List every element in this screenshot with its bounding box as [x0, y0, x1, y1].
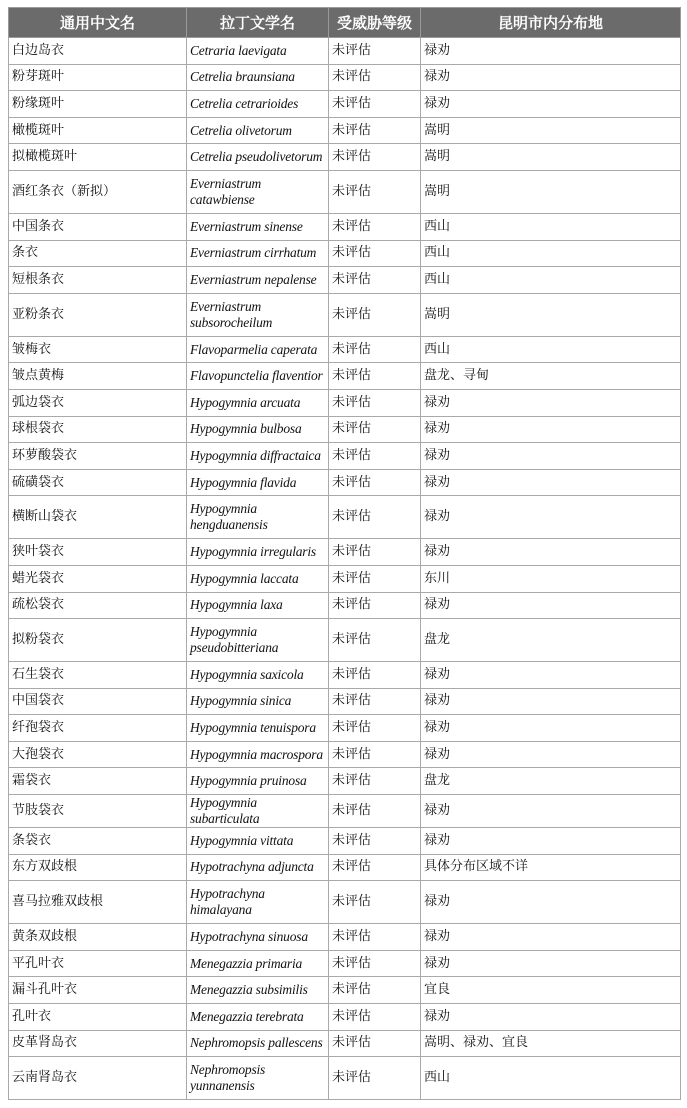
distribution-cell: 东川 [421, 565, 681, 592]
chinese-name-cell: 霜袋衣 [9, 768, 187, 795]
chinese-name-cell: 粉芽斑叶 [9, 64, 187, 91]
table-row [9, 1030, 681, 1057]
table-row [9, 977, 681, 1004]
latin-name-cell: Hypotrachyna himalayana [187, 881, 329, 924]
distribution-cell: 禄劝 [421, 924, 681, 951]
latin-name-cell: Hypogymnia saxicola [187, 662, 329, 689]
distribution-cell: 禄劝 [421, 828, 681, 855]
threat-level-cell: 未评估 [329, 688, 421, 715]
threat-level-cell: 未评估 [329, 117, 421, 144]
latin-name-cell: Hypogymnia flavida [187, 469, 329, 496]
chinese-name-cell: 蜡光袋衣 [9, 565, 187, 592]
header-latin-name: 拉丁文学名 [187, 8, 329, 38]
distribution-cell: 禄劝 [421, 91, 681, 118]
threat-level-cell: 未评估 [329, 977, 421, 1004]
latin-name-cell: Everniastrum cirrhatum [187, 240, 329, 267]
distribution-cell: 盘龙 [421, 768, 681, 795]
latin-name-cell: Hypogymnia tenuispora [187, 715, 329, 742]
chinese-name-cell: 黄条双歧根 [9, 924, 187, 951]
threat-level-cell: 未评估 [329, 539, 421, 566]
distribution-cell: 西山 [421, 213, 681, 240]
distribution-cell: 盘龙 [421, 619, 681, 662]
table-row [9, 91, 681, 118]
distribution-cell: 禄劝 [421, 881, 681, 924]
distribution-cell: 宜良 [421, 977, 681, 1004]
threat-level-cell: 未评估 [329, 1004, 421, 1031]
distribution-cell: 禄劝 [421, 688, 681, 715]
chinese-name-cell: 横断山袋衣 [9, 496, 187, 539]
chinese-name-cell: 橄榄斑叶 [9, 117, 187, 144]
chinese-name-cell: 条衣 [9, 240, 187, 267]
latin-name-cell: Everniastrum subsorocheilum [187, 293, 329, 336]
table-row [9, 469, 681, 496]
latin-name-cell: Everniastrum sinense [187, 213, 329, 240]
distribution-cell: 嵩明、禄劝、宜良 [421, 1030, 681, 1057]
lichen-species-table [8, 7, 681, 1100]
distribution-cell: 西山 [421, 1057, 681, 1100]
table-row [9, 539, 681, 566]
table-row [9, 416, 681, 443]
latin-name-cell: Nephromopsis pallescens [187, 1030, 329, 1057]
table-row [9, 213, 681, 240]
table-row [9, 881, 681, 924]
threat-level-cell: 未评估 [329, 592, 421, 619]
distribution-cell: 禄劝 [421, 539, 681, 566]
chinese-name-cell: 大孢袋衣 [9, 741, 187, 768]
latin-name-cell: Hypogymnia pseudobitteriana [187, 619, 329, 662]
chinese-name-cell: 白边岛衣 [9, 38, 187, 65]
threat-level-cell: 未评估 [329, 443, 421, 470]
chinese-name-cell: 云南肾岛衣 [9, 1057, 187, 1100]
threat-level-cell: 未评估 [329, 469, 421, 496]
table-row [9, 267, 681, 294]
table-row [9, 619, 681, 662]
latin-name-cell: Hypogymnia subarticulata [187, 795, 329, 828]
latin-name-cell: Hypogymnia sinica [187, 688, 329, 715]
threat-level-cell: 未评估 [329, 144, 421, 171]
table-row [9, 688, 681, 715]
chinese-name-cell: 球根袋衣 [9, 416, 187, 443]
distribution-cell: 禄劝 [421, 741, 681, 768]
threat-level-cell: 未评估 [329, 389, 421, 416]
table-row [9, 363, 681, 390]
threat-level-cell: 未评估 [329, 1030, 421, 1057]
table-row [9, 924, 681, 951]
header-threat-level: 受威胁等级 [329, 8, 421, 38]
threat-level-cell: 未评估 [329, 768, 421, 795]
chinese-name-cell: 节肢袋衣 [9, 795, 187, 828]
distribution-cell: 禄劝 [421, 795, 681, 828]
chinese-name-cell: 中国袋衣 [9, 688, 187, 715]
table-row [9, 443, 681, 470]
threat-level-cell: 未评估 [329, 565, 421, 592]
table-row [9, 170, 681, 213]
chinese-name-cell: 拟粉袋衣 [9, 619, 187, 662]
latin-name-cell: Hypogymnia pruinosa [187, 768, 329, 795]
threat-level-cell: 未评估 [329, 662, 421, 689]
latin-name-cell: Menegazzia subsimilis [187, 977, 329, 1004]
latin-name-cell: Hypogymnia laccata [187, 565, 329, 592]
chinese-name-cell: 酒红条衣（新拟） [9, 170, 187, 213]
threat-level-cell: 未评估 [329, 91, 421, 118]
threat-level-cell: 未评估 [329, 38, 421, 65]
threat-level-cell: 未评估 [329, 795, 421, 828]
chinese-name-cell: 狭叶袋衣 [9, 539, 187, 566]
chinese-name-cell: 疏松袋衣 [9, 592, 187, 619]
distribution-cell: 禄劝 [421, 496, 681, 539]
table-row [9, 662, 681, 689]
threat-level-cell: 未评估 [329, 619, 421, 662]
threat-level-cell: 未评估 [329, 64, 421, 91]
chinese-name-cell: 弧边袋衣 [9, 389, 187, 416]
threat-level-cell: 未评估 [329, 363, 421, 390]
latin-name-cell: Menegazzia terebrata [187, 1004, 329, 1031]
table-row [9, 592, 681, 619]
latin-name-cell: Cetrelia braunsiana [187, 64, 329, 91]
distribution-cell: 禄劝 [421, 950, 681, 977]
table-row [9, 240, 681, 267]
latin-name-cell: Hypogymnia macrospora [187, 741, 329, 768]
latin-name-cell: Hypogymnia bulbosa [187, 416, 329, 443]
latin-name-cell: Hypogymnia irregularis [187, 539, 329, 566]
latin-name-cell: Cetraria laevigata [187, 38, 329, 65]
threat-level-cell: 未评估 [329, 924, 421, 951]
distribution-cell: 禄劝 [421, 592, 681, 619]
threat-level-cell: 未评估 [329, 828, 421, 855]
distribution-cell: 禄劝 [421, 469, 681, 496]
distribution-cell: 禄劝 [421, 38, 681, 65]
latin-name-cell: Hypotrachyna adjuncta [187, 854, 329, 881]
latin-name-cell: Everniastrum catawbiense [187, 170, 329, 213]
header-chinese-name: 通用中文名 [9, 8, 187, 38]
distribution-cell: 嵩明 [421, 293, 681, 336]
distribution-cell: 具体分布区域不详 [421, 854, 681, 881]
chinese-name-cell: 皮革肾岛衣 [9, 1030, 187, 1057]
table-row [9, 496, 681, 539]
distribution-cell: 西山 [421, 240, 681, 267]
chinese-name-cell: 平孔叶衣 [9, 950, 187, 977]
chinese-name-cell: 环萝酸袋衣 [9, 443, 187, 470]
table-row [9, 950, 681, 977]
latin-name-cell: Hypogymnia diffractaica [187, 443, 329, 470]
chinese-name-cell: 拟橄榄斑叶 [9, 144, 187, 171]
table-row [9, 828, 681, 855]
latin-name-cell: Hypogymnia arcuata [187, 389, 329, 416]
threat-level-cell: 未评估 [329, 416, 421, 443]
latin-name-cell: Hypotrachyna sinuosa [187, 924, 329, 951]
distribution-cell: 禄劝 [421, 389, 681, 416]
chinese-name-cell: 东方双歧根 [9, 854, 187, 881]
table-row [9, 715, 681, 742]
latin-name-cell: Menegazzia primaria [187, 950, 329, 977]
latin-name-cell: Hypogymnia hengduanensis [187, 496, 329, 539]
table-row [9, 38, 681, 65]
threat-level-cell: 未评估 [329, 267, 421, 294]
chinese-name-cell: 中国条衣 [9, 213, 187, 240]
chinese-name-cell: 粉缘斑叶 [9, 91, 187, 118]
chinese-name-cell: 皱梅衣 [9, 336, 187, 363]
distribution-cell: 西山 [421, 336, 681, 363]
threat-level-cell: 未评估 [329, 854, 421, 881]
table-row [9, 795, 681, 828]
chinese-name-cell: 孔叶衣 [9, 1004, 187, 1031]
chinese-name-cell: 短根条衣 [9, 267, 187, 294]
distribution-cell: 禄劝 [421, 443, 681, 470]
threat-level-cell: 未评估 [329, 213, 421, 240]
threat-level-cell: 未评估 [329, 950, 421, 977]
chinese-name-cell: 亚粉条衣 [9, 293, 187, 336]
header-row [9, 8, 681, 38]
chinese-name-cell: 纤孢袋衣 [9, 715, 187, 742]
chinese-name-cell: 漏斗孔叶衣 [9, 977, 187, 1004]
latin-name-cell: Flavopunctelia flaventior [187, 363, 329, 390]
table-row [9, 854, 681, 881]
distribution-cell: 禄劝 [421, 416, 681, 443]
latin-name-cell: Nephromopsis yunnanensis [187, 1057, 329, 1100]
distribution-cell: 禄劝 [421, 715, 681, 742]
threat-level-cell: 未评估 [329, 1057, 421, 1100]
threat-level-cell: 未评估 [329, 293, 421, 336]
threat-level-cell: 未评估 [329, 240, 421, 267]
chinese-name-cell: 石生袋衣 [9, 662, 187, 689]
threat-level-cell: 未评估 [329, 741, 421, 768]
threat-level-cell: 未评估 [329, 170, 421, 213]
distribution-cell: 禄劝 [421, 662, 681, 689]
distribution-cell: 嵩明 [421, 170, 681, 213]
threat-level-cell: 未评估 [329, 336, 421, 363]
threat-level-cell: 未评估 [329, 496, 421, 539]
table-row [9, 565, 681, 592]
table-row [9, 64, 681, 91]
latin-name-cell: Cetrelia olivetorum [187, 117, 329, 144]
chinese-name-cell: 硫磺袋衣 [9, 469, 187, 496]
table-row [9, 389, 681, 416]
distribution-cell: 嵩明 [421, 144, 681, 171]
table-row [9, 741, 681, 768]
latin-name-cell: Cetrelia pseudolivetorum [187, 144, 329, 171]
table-body [9, 38, 681, 1100]
distribution-cell: 嵩明 [421, 117, 681, 144]
latin-name-cell: Everniastrum nepalense [187, 267, 329, 294]
threat-level-cell: 未评估 [329, 715, 421, 742]
table-row [9, 768, 681, 795]
threat-level-cell: 未评估 [329, 881, 421, 924]
latin-name-cell: Flavoparmelia caperata [187, 336, 329, 363]
distribution-cell: 盘龙、寻甸 [421, 363, 681, 390]
header-distribution: 昆明市内分布地 [421, 8, 681, 38]
latin-name-cell: Hypogymnia vittata [187, 828, 329, 855]
table-row [9, 1004, 681, 1031]
chinese-name-cell: 条袋衣 [9, 828, 187, 855]
distribution-cell: 西山 [421, 267, 681, 294]
distribution-cell: 禄劝 [421, 1004, 681, 1031]
table-row [9, 336, 681, 363]
distribution-cell: 禄劝 [421, 64, 681, 91]
table-row [9, 144, 681, 171]
table-row [9, 1057, 681, 1100]
table-row [9, 293, 681, 336]
latin-name-cell: Cetrelia cetrarioides [187, 91, 329, 118]
chinese-name-cell: 皱点黄梅 [9, 363, 187, 390]
table-row [9, 117, 681, 144]
latin-name-cell: Hypogymnia laxa [187, 592, 329, 619]
chinese-name-cell: 喜马拉雅双歧根 [9, 881, 187, 924]
